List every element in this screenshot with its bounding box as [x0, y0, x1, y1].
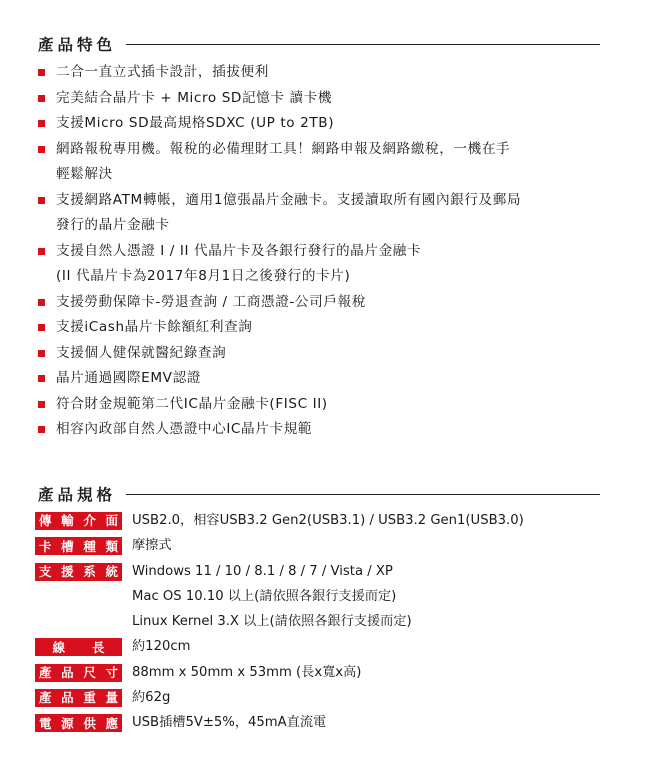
feature-continuation: 輕鬆解決: [56, 166, 113, 182]
spec-row: [35, 559, 615, 635]
feature-item: [38, 111, 610, 137]
feature-text: 網路報稅專用機。報稅的必備理財工具！網路申報及網路繳稅，一機在手: [56, 140, 511, 157]
spec-row: [35, 685, 615, 710]
square-bullet-icon: [38, 299, 45, 306]
feature-text: 二合一直立式插卡設計，插拔便利: [56, 64, 269, 80]
feature-text: 晶片通過國際EMV認證: [56, 370, 201, 386]
specs-title: 產品規格: [38, 486, 117, 504]
feature-item: [38, 366, 610, 392]
spec-label-badge: 支 援 系 統: [35, 563, 122, 581]
feature-continuation: 發行的晶片金融卡: [56, 217, 170, 233]
square-bullet-icon: [38, 146, 45, 153]
feature-text: 支援個人健保就醫紀錄查詢: [56, 344, 227, 361]
spec-row: [35, 634, 615, 659]
spec-label-badge: 傳 輸 介 面: [35, 512, 122, 530]
spec-value: Mac OS 10.10 以上(請依照各銀行支援而定): [132, 588, 397, 604]
feature-text: 支援Micro SD最高規格SDXC (UP to 2TB): [56, 115, 335, 131]
spec-row: [35, 533, 615, 558]
feature-text: 支援自然人憑證 I / II 代晶片卡及各銀行發行的晶片金融卡: [56, 242, 422, 259]
square-bullet-icon: [38, 401, 45, 408]
square-bullet-icon: [38, 69, 45, 76]
feature-item: [38, 417, 610, 443]
features-title: 產品特色: [38, 36, 117, 54]
square-bullet-icon: [38, 426, 45, 433]
spec-label-badge: 線 長: [35, 638, 122, 656]
spec-row: [35, 710, 615, 735]
specs-divider: [126, 494, 600, 495]
feature-text: 相容內政部自然人憑證中心IC晶片卡規範: [56, 421, 312, 437]
spec-label-badge: 卡 槽 種 類: [35, 537, 122, 555]
feature-item: [38, 315, 610, 341]
spec-value: USB插槽5V±5%，45mA直流電: [132, 715, 327, 731]
spec-value: USB2.0，相容USB3.2 Gen2(USB3.1) / USB3.2 Gen1(USB3.0): [132, 513, 524, 528]
spec-label-badge: 產 品 尺 寸: [35, 664, 122, 682]
square-bullet-icon: [38, 120, 45, 127]
spec-row: [35, 508, 615, 533]
feature-item: [38, 341, 610, 367]
feature-item: [38, 137, 610, 188]
square-bullet-icon: [38, 95, 45, 102]
feature-text: 支援網路ATM轉帳，適用1億張晶片金融卡。支援讀取所有國內銀行及郵局: [56, 191, 522, 208]
feature-text: 符合財金規範第二代IC晶片金融卡(FISC II): [56, 395, 328, 412]
spec-value: Windows 11 / 10 / 8.1 / 8 / 7 / Vista / XP: [132, 563, 393, 579]
square-bullet-icon: [38, 197, 45, 204]
feature-continuation: (II 代晶片卡為2017年8月1日之後發行的卡片): [56, 268, 351, 284]
feature-item: [38, 188, 610, 239]
feature-text: 支援勞動保障卡-勞退查詢 / 工商憑證-公司戶報稅: [56, 293, 366, 310]
square-bullet-icon: [38, 324, 45, 331]
spec-row: [35, 660, 615, 685]
feature-item: [38, 290, 610, 316]
specs-header: [38, 483, 600, 505]
feature-item: [38, 86, 610, 112]
features-divider: [126, 44, 600, 45]
spec-label-badge: 電 源 供 應: [35, 714, 122, 732]
spec-value: 摩擦式: [132, 538, 172, 554]
spec-value: 約120cm: [132, 639, 191, 655]
square-bullet-icon: [38, 248, 45, 255]
spec-value: Linux Kernel 3.X 以上(請依照各銀行支援而定): [132, 614, 412, 630]
feature-text: 支援iCash晶片卡餘額紅利查詢: [56, 319, 253, 335]
feature-item: [38, 60, 610, 86]
square-bullet-icon: [38, 350, 45, 357]
feature-item: [38, 392, 610, 418]
feature-text: 完美結合晶片卡 + Micro SD記憶卡 讀卡機: [56, 89, 333, 106]
spec-label-badge: 產 品 重 量: [35, 689, 122, 707]
specs-table: [35, 508, 615, 736]
features-list: [38, 60, 610, 443]
square-bullet-icon: [38, 375, 45, 382]
feature-item: [38, 239, 610, 290]
spec-value: 88mm x 50mm x 53mm (長x寬x高): [132, 664, 362, 680]
spec-value: 約62g: [132, 690, 171, 706]
features-header: [38, 33, 600, 55]
